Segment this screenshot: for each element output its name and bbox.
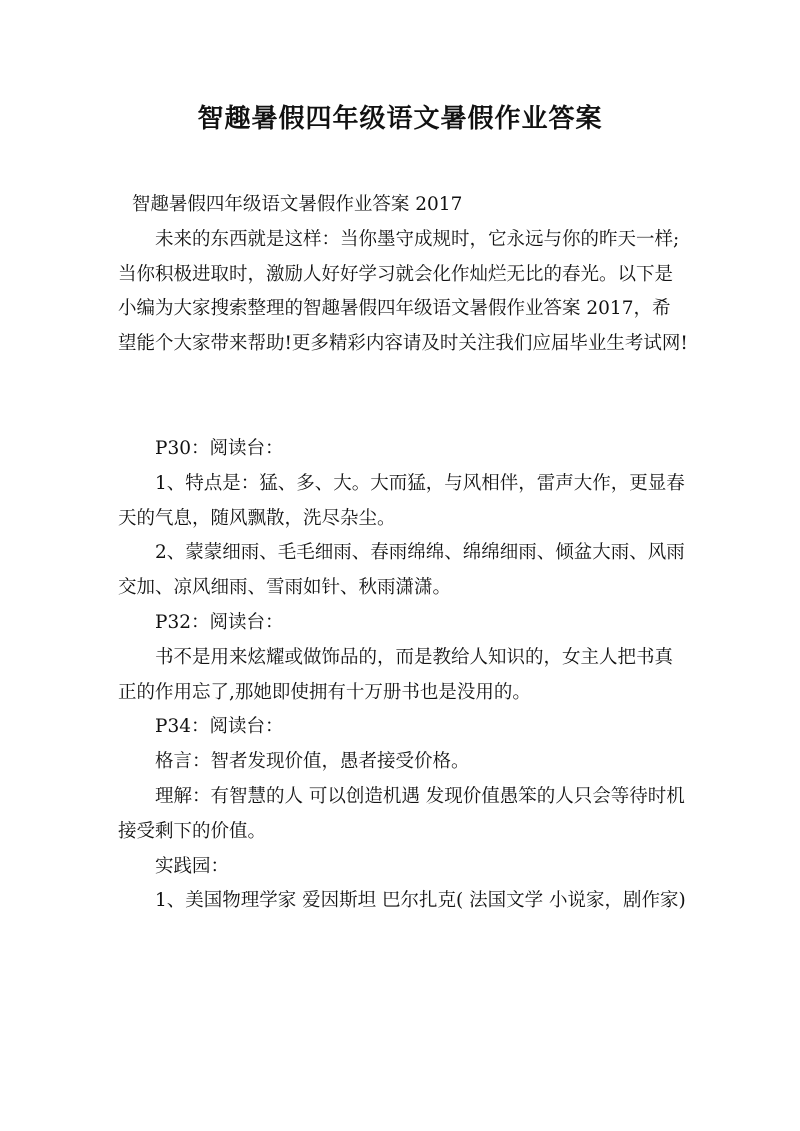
p34-motto: 格言：智者发现价值，愚者接受价格。 [155,751,470,773]
p32-heading: P32：阅读台： [155,611,284,633]
section-gap [118,362,688,432]
p34-understanding: 理解：有智慧的人 可以创造机遇 发现价值愚笨的人只会等待时机 接受剩下的价值。 [118,785,685,842]
p32-text: 书不是用来炫耀或做饰品的，而是教给人知识的，女主人把书真正的作用忘了,那她即使拥有十万册书也是没用的。 [118,646,674,703]
practice-heading: 实践园： [155,855,230,877]
document-title: 智趣暑假四年级语文暑假作业答案 [197,104,603,134]
p34-heading: P34：阅读台： [155,716,284,738]
p30-item-1: 1、特点是：猛、多、大。大而猛，与风相伴，雷声大作，更显春天的气息，随风飘散，洗尽杂尘。 [118,472,685,529]
document-subtitle: 智趣暑假四年级语文暑假作业答案 2017 [131,194,463,215]
practice-item-1: 1、美国物理学家 爱因斯坦 巴尔扎克( 法国文学 小说家，剧作家) [155,890,686,912]
p30-item-2: 2、蒙蒙细雨、毛毛细雨、春雨绵绵、绵绵细雨、倾盆大雨、风雨交加、凉风细雨、雪雨如针、秋雨潇潇。 [118,542,685,599]
p30-heading: P30：阅读台： [155,437,284,459]
document-body [118,188,688,919]
intro-paragraph: 未来的东西就是这样：当你墨守成规时，它永远与你的昨天一样;当你积极进取时，激励人好好学习就会化作灿烂无比的春光。以下是小编为大家搜索整理的智趣暑假四年级语文暑假作业答案 2017，希望能个大家带来帮助!更多精彩内容请及时关注我们应届毕业生考试网! [118,228,688,355]
